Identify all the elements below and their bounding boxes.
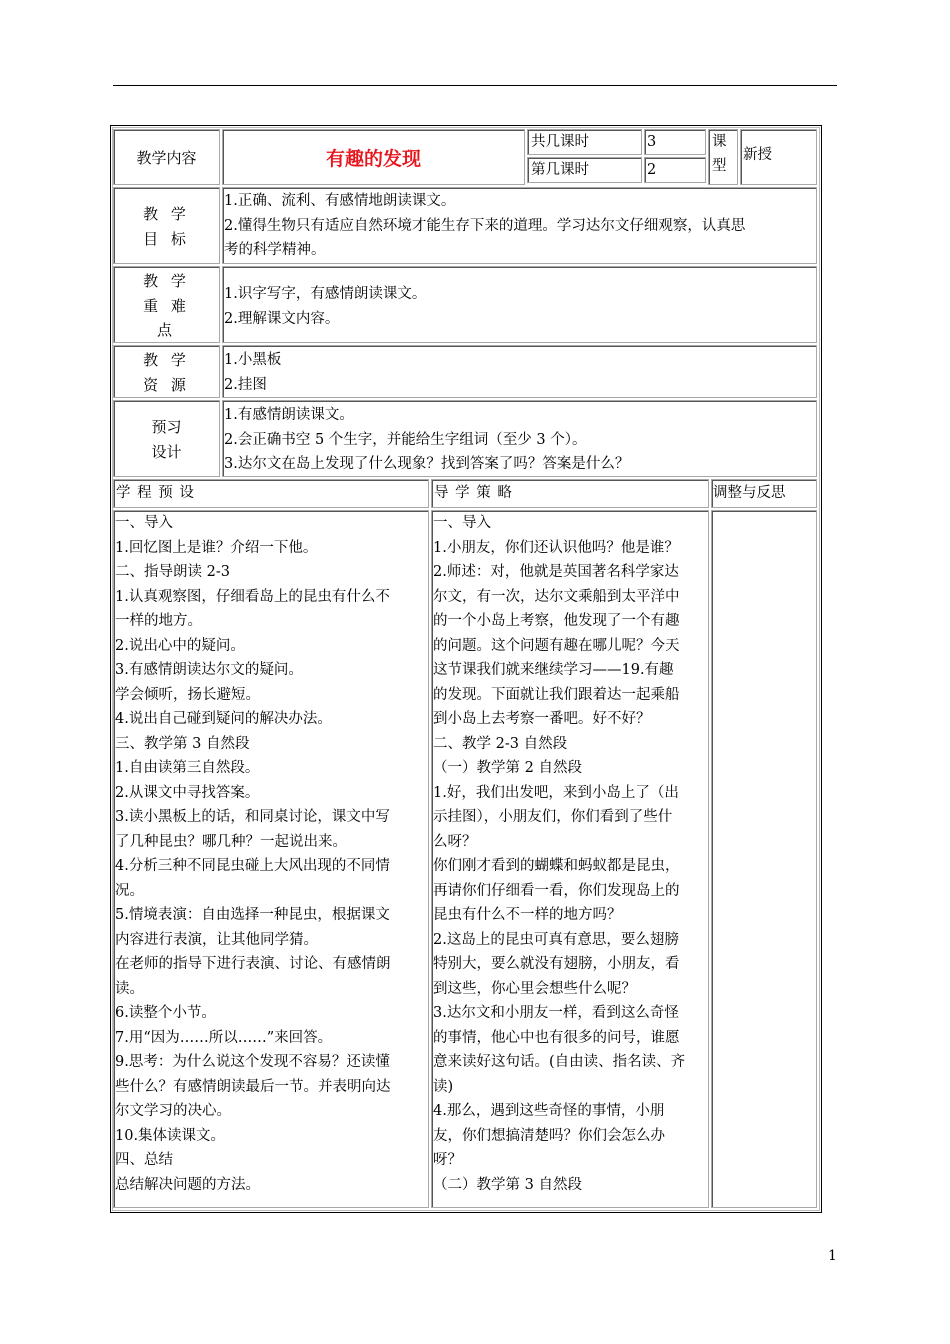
- goals-label-line: 目 标: [143, 229, 190, 248]
- goals-label-line: 教 学: [143, 205, 190, 223]
- col1-line: 5.情境表演：自由选择一种昆虫，根据课文: [115, 907, 390, 923]
- col1-line: 了几种昆虫？哪几种？一起说出来。: [115, 833, 347, 850]
- col1-line: 尔文学习的决心。: [115, 1103, 231, 1119]
- goals-label-cell: [113, 187, 220, 264]
- col2-line: 的事情，他心中也有很多的问号，谁愿: [433, 1029, 680, 1046]
- current-hour-label-cell: [527, 157, 642, 183]
- col1-line: 4.说出自己碰到疑问的解决办法。: [115, 711, 332, 727]
- resources-label-line: 教 学: [143, 351, 190, 369]
- col1-line: 内容进行表演，让其他同学猜。: [115, 931, 318, 948]
- col2-line: 1.小朋友，你们还认识他吗？他是谁？: [433, 539, 679, 556]
- col1-line: 3.读小黑板上的话，和同桌讨论，课文中写: [115, 809, 390, 825]
- col1-line: 1.认真观察图，仔细看岛上的昆虫有什么不: [115, 588, 390, 605]
- col1-line: 2.说出心中的疑问。: [115, 637, 245, 654]
- resources-line: 1.小黑板: [224, 352, 282, 368]
- col1-line: 2.从课文中寻找答案。: [115, 784, 260, 801]
- preview-content-cell: [222, 400, 817, 477]
- keypoints-line: 1.识字写字，有感情朗读课文。: [224, 286, 427, 302]
- col2-line: 么呀？: [433, 833, 477, 850]
- col1-line: 况。: [115, 882, 144, 899]
- col2-line: 友，你们想搞清楚吗？你们会怎么办: [433, 1127, 665, 1144]
- col3-content-cell: [711, 510, 817, 1208]
- col1-line: 学会倾听，扬长避短。: [115, 686, 260, 703]
- total-hours-label: 共几课时: [531, 134, 589, 150]
- col1-line: 1.自由读第三自然段。: [115, 760, 260, 776]
- header-rule: [113, 85, 837, 86]
- preview-label-cell: [113, 400, 220, 477]
- col2-line: 的问题。这个问题有趣在哪儿呢？今天: [433, 637, 680, 654]
- col2-line: 1.好，我们出发吧，来到小岛上了（出: [433, 784, 679, 801]
- col1-header: 学 程 预 设: [116, 485, 195, 501]
- col1-line: 4.分析三种不同昆虫碰上大风出现的不同情: [115, 858, 390, 874]
- preview-label-line: 设计: [151, 442, 182, 461]
- col2-line: 特别大，要么就没有翅膀，小朋友，看: [433, 956, 680, 972]
- total-hours-value: 3: [647, 134, 657, 150]
- resources-label-line: 资 源: [143, 375, 190, 394]
- total-hours-value-cell: [644, 129, 706, 155]
- total-hours-label-cell: [527, 129, 642, 155]
- col2-line: 2.这岛上的昆虫可真有意思，要么翅膀: [433, 931, 679, 948]
- col2-line: 尔文，有一次，达尔文乘船到太平洋中: [433, 588, 680, 605]
- col2-line: 2.师述：对，他就是英国著名科学家达: [433, 564, 679, 580]
- col2-line: （二）教学第 3 自然段: [433, 1176, 582, 1193]
- col2-header-cell: [431, 479, 709, 508]
- goals-line: 1.正确、流利、有感情地朗读课文。: [224, 193, 456, 209]
- type-label-1: 课: [712, 134, 727, 150]
- col2-line: 二、教学 2-3 自然段: [433, 735, 568, 752]
- col1-line: 9.思考：为什么说这个发现不容易？还读懂: [115, 1054, 390, 1070]
- col1-header-cell: [113, 479, 429, 508]
- keypoints-label-line: 教 学: [143, 272, 190, 290]
- col1-line: 四、总结: [115, 1152, 173, 1168]
- col1-line: 些什么？有感情朗读最后一节。并表明向达: [115, 1078, 391, 1095]
- preview-line: 2.会正确书空 5 个生字，并能给生字组词（至少 3 个）。: [224, 431, 587, 448]
- current-hour-value-cell: [644, 157, 706, 183]
- goals-line: 2.懂得生物只有适应自然环境才能生存下来的道理。学习达尔文仔细观察，认真思: [224, 217, 746, 234]
- col2-line: 一、导入: [433, 515, 491, 531]
- type-value: 新授: [743, 147, 772, 163]
- preview-line: 3.达尔文在岛上发现了什么现象？找到答案了吗？答案是什么？: [224, 456, 630, 472]
- col1-line: 一样的地方。: [115, 613, 202, 629]
- content-label-cell: [113, 129, 220, 185]
- col2-line: 你们刚才看到的蝴蝶和蚂蚁都是昆虫，: [433, 858, 680, 874]
- col2-line: 到这些，你心里会想些什么呢？: [433, 980, 636, 997]
- content-label: 教学内容: [136, 149, 197, 167]
- col2-content-cell: [431, 510, 709, 1208]
- col2-line: 到小岛上去考察一番吧。好不好？: [433, 711, 651, 727]
- col2-line: 意来读好这句话。(自由读、指名读、齐: [433, 1054, 686, 1070]
- type-label-2: 型: [712, 158, 727, 174]
- col1-line: 总结解决问题的方法。: [115, 1176, 260, 1193]
- col3-header: 调整与反思: [713, 485, 786, 501]
- lesson-title: 有趣的发现: [325, 148, 421, 170]
- keypoints-label-cell: [113, 266, 220, 343]
- col2-line: 的一个小岛上考察，他发现了一个有趣: [433, 613, 680, 629]
- page-number: 1: [828, 1248, 837, 1264]
- col2-line: 这节课我们就来继续学习——19.有趣: [433, 662, 674, 678]
- col2-line: （一）教学第 2 自然段: [433, 760, 582, 776]
- current-hour-label: 第几课时: [531, 162, 589, 178]
- col2-line: 呀？: [433, 1152, 462, 1168]
- col3-header-cell: [711, 479, 817, 508]
- resources-label-cell: [113, 345, 220, 398]
- keypoints-label-line: 点: [156, 321, 176, 339]
- keypoints-line: 2.理解课文内容。: [224, 310, 340, 327]
- col2-line: 4.那么，遇到这些奇怪的事情，小朋: [433, 1103, 665, 1119]
- col1-line: 三、教学第 3 自然段: [115, 735, 250, 752]
- col1-line: 二、指导朗读 2-3: [115, 564, 230, 580]
- col1-line: 读。: [115, 980, 144, 997]
- col2-line: 的发现。下面就让我们跟着达一起乘船: [433, 686, 680, 703]
- keypoints-content-cell: [222, 266, 817, 343]
- col1-line: 1.回忆图上是谁？介绍一下他。: [115, 539, 318, 556]
- col1-content-cell: [113, 510, 429, 1208]
- col1-line: 一、导入: [115, 515, 173, 531]
- type-label-cell: [708, 129, 738, 185]
- current-hour-value: 2: [647, 162, 657, 178]
- col1-line: 10.集体读课文。: [115, 1127, 226, 1144]
- col2-line: 3.达尔文和小朋友一样，看到这么奇怪: [433, 1005, 679, 1021]
- title-cell: [222, 129, 525, 185]
- resources-line: 2.挂图: [224, 376, 267, 393]
- type-value-cell: [740, 129, 817, 185]
- resources-content-cell: [222, 345, 817, 398]
- col2-header: 导 学 策 略: [434, 485, 513, 501]
- goals-line: 考的科学精神。: [224, 242, 326, 258]
- col2-line: 读): [433, 1078, 454, 1095]
- preview-line: 1.有感情朗读课文。: [224, 407, 354, 423]
- keypoints-label-line: 重 难: [143, 296, 190, 315]
- col1-line: 6.读整个小节。: [115, 1005, 216, 1021]
- goals-content-cell: [222, 187, 817, 264]
- col2-line: 昆虫有什么不一样的地方吗？: [433, 907, 622, 923]
- preview-label-line: 预习: [151, 418, 182, 436]
- col1-line: 7.用“因为……所以……”来回答。: [115, 1029, 333, 1046]
- col2-line: 再请你们仔细看一看，你们发现岛上的: [433, 882, 680, 899]
- col2-line: 示挂图），小朋友们，你们看到了些什: [433, 809, 673, 825]
- col1-line: 3.有感情朗读达尔文的疑问。: [115, 662, 303, 678]
- col1-line: 在老师的指导下进行表演、讨论、有感情朗: [115, 956, 391, 972]
